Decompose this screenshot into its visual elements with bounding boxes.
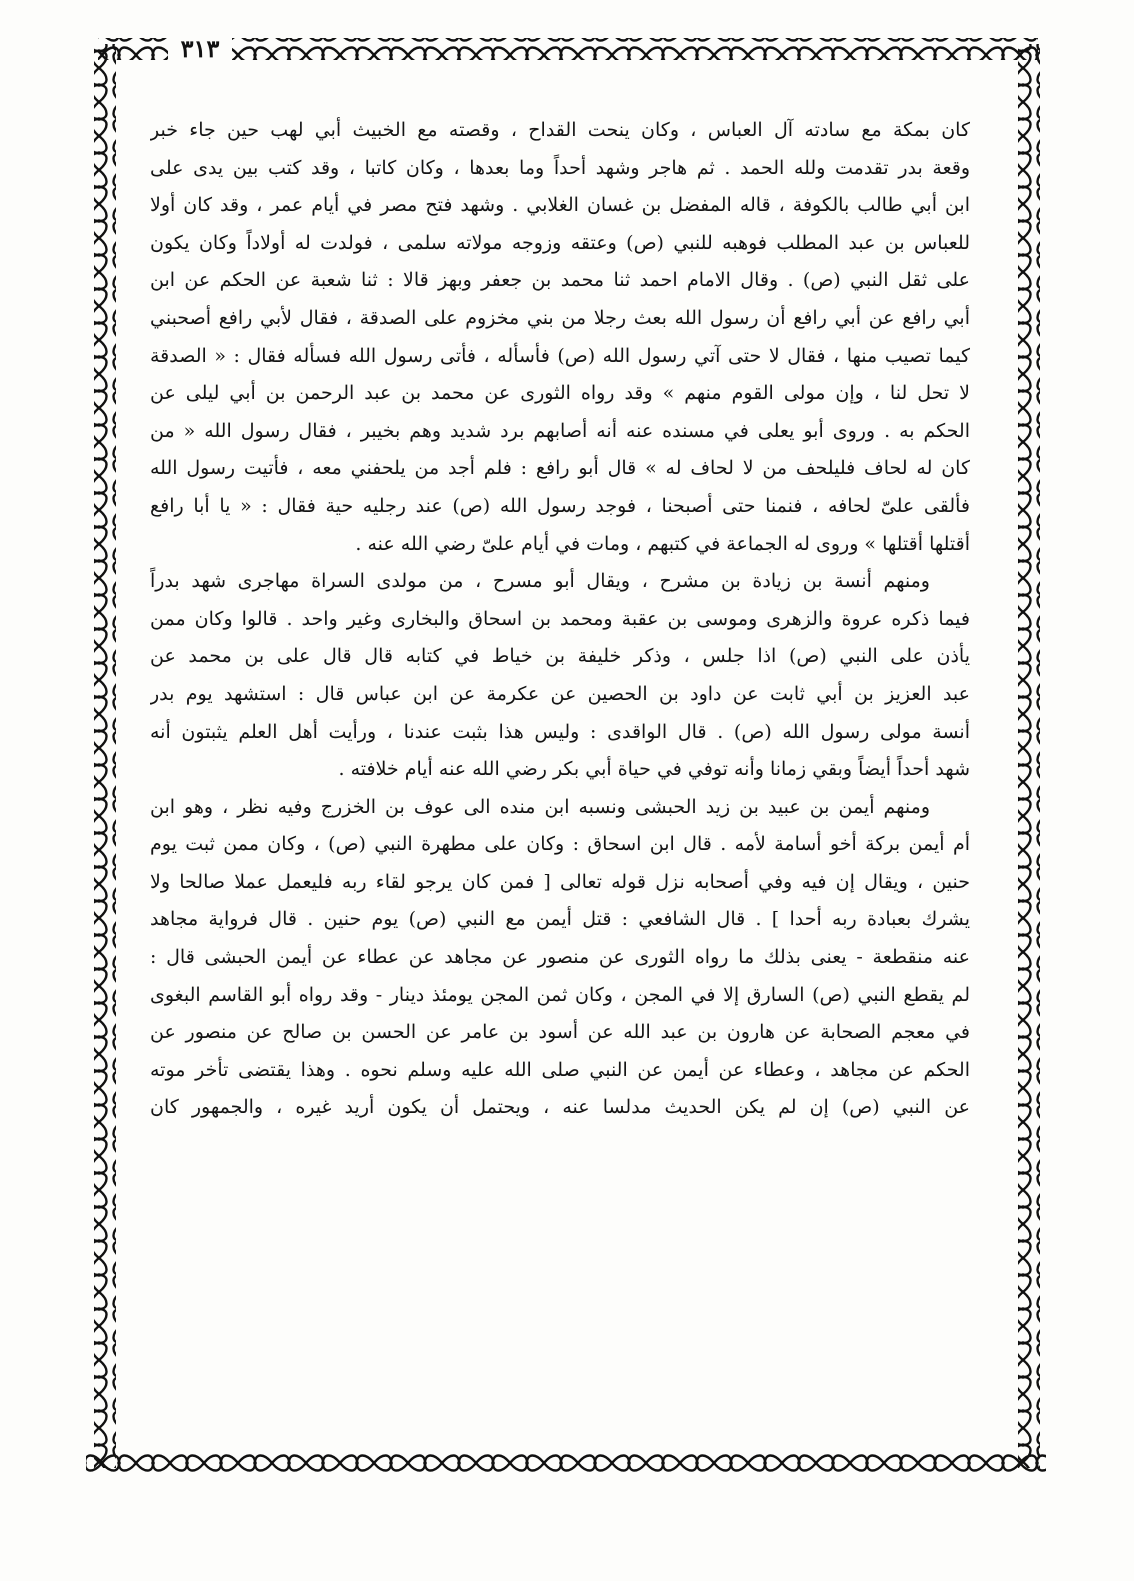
page-number: ٣١٣ xyxy=(168,34,232,64)
body-text xyxy=(150,112,970,1472)
text-line: لم يقطع النبي (ص) السارق إلا في المجن ، وكان ثمن المجن يومئذ دينار - وقد رواه أبو القاسم البغوى xyxy=(150,983,970,1006)
text-line: أقتلها أقتلها » وروى له الجماعة في كتبهم ، ومات في أيام علىّ رضي الله عنه . xyxy=(355,532,970,555)
paragraph-start-line: ومنهم أنسة بن زيادة بن مشرح ، ويقال أبو مسرح ، من مولدى السراة مهاجرى شهد بدراً xyxy=(150,570,930,593)
text-line: الحكم عن مجاهد ، وعطاء عن أيمن عن النبي صلى الله عليه وسلم نحوه . وهذا يقتضى تأخر موته xyxy=(150,1058,970,1081)
text-line: ابن أبي طالب بالكوفة ، قاله المفضل بن غسان الغلابي . وشهد فتح مصر في أيام عمر ، وقد كان أولا xyxy=(150,194,970,217)
text-line: أبي رافع عن أبي رافع أن رسول الله بعث رجلا من بني مخزوم على الصدقة ، فقال لأبي رافع أصحبني xyxy=(150,306,970,329)
paragraph-start-line: ومنهم أيمن بن عبيد بن زيد الحبشى ونسبه ابن منده الى عوف بن الخزرج وفيه نظر ، وهو ابن xyxy=(150,795,931,818)
text-line: في معجم الصحابة عن هارون بن عبد الله عن أسود بن عامر عن الحسن بن صالح عن منصور عن xyxy=(150,1021,970,1044)
text-line: حنين ، ويقال إن فيه وفي أصحابه نزل قوله تعالى [ فمن كان يرجو لقاء ربه فليعمل عملا صالحا ولا xyxy=(150,870,970,893)
text-line: وقعة بدر تقدمت ولله الحمد . ثم هاجر وشهد أحداً وما بعدها ، وكان كاتبا ، وقد كتب بين يدى على xyxy=(150,156,970,179)
text-line: عن النبي (ص) إن لم يكن الحديث مدلسا عنه ، ويحتمل أن يكون أريد غيره ، والجمهور كان xyxy=(150,1096,970,1119)
text-line: عنه منقطعة - يعنى بذلك ما رواه الثورى عن منصور عن مجاهد عن عطاء عن أيمن الحبشى قال : xyxy=(150,946,970,969)
text-line: على ثقل النبي (ص) . وقال الامام احمد ثنا محمد بن جعفر وبهز قالا : ثنا شعبة عن الحكم عن ابن xyxy=(150,269,970,292)
text-line: يشرك بعبادة ربه أحدا ] . قال الشافعي : قتل أيمن مع النبي (ص) يوم حنين . قال فرواية مجاهد xyxy=(150,908,970,931)
text-line: أنسة مولى رسول الله (ص) . قال الواقدى : وليس هذا بثبت عندنا ، ورأيت أهل العلم يثبتون أنه xyxy=(150,720,970,743)
text-line: كان له لحاف فليلحف من لا لحاف له » قال أبو رافع : فلم أجد من يلحفني معه ، فأتيت رسول الله xyxy=(150,457,970,480)
text-line: كان بمكة مع سادته آل العباس ، وكان ينحت القداح ، وقصته مع الخبيث أبي لهب حين جاء خبر xyxy=(150,119,970,141)
text-line: أم أيمن بركة أخو أسامة لأمه . قال ابن اسحاق : وكان على مطهرة النبي (ص) ، وكان ممن ثبت يوم xyxy=(150,833,970,856)
text-line: شهد أحداً أيضاً وبقي زمانا وأنه توفي في حياة أبي بكر رضي الله عنه أيام خلافته . xyxy=(338,758,970,781)
text-line: للعباس بن عبد المطلب فوهبه للنبي (ص) وعتقه وزوجه مولاته سلمى ، فولدت له أولاداً وكان يكون xyxy=(150,231,970,254)
text-line: فألقى علىّ لحافه ، فنمنا حتى أصبحنا ، فوجد رسول الله (ص) عند رجليه حية فقال : « يا أبا رافع xyxy=(150,494,970,517)
text-line: يأذن على النبي (ص) اذا جلس ، وذكر خليفة بن خياط في كتابه قال قال على بن محمد عن xyxy=(150,645,970,668)
text-line: الحكم به . وروى أبو يعلى في مسنده عنه أنه أصابهم برد شديد وهم بخيبر ، فقال رسول الله « من xyxy=(150,419,970,442)
text-line: فيما ذكره عروة والزهرى وموسى بن عقبة ومحمد بن اسحاق والبخارى وغير واحد . قالوا وكان ممن xyxy=(150,607,970,630)
text-line: عبد العزيز بن أبي ثابت عن داود بن الحصين عن عكرمة عن ابن عباس قال : استشهد يوم بدر xyxy=(150,682,970,705)
text-line: كيما تصيب منها ، فقال لا حتى آتي رسول الله (ص) فأسأله ، فأتى رسول الله فسأله فقال : « الصدقة xyxy=(150,344,970,367)
text-line: لا تحل لنا ، وإن مولى القوم منهم » وقد رواه الثورى عن محمد بن عبد الرحمن بن أبي ليلى عن xyxy=(150,382,970,405)
